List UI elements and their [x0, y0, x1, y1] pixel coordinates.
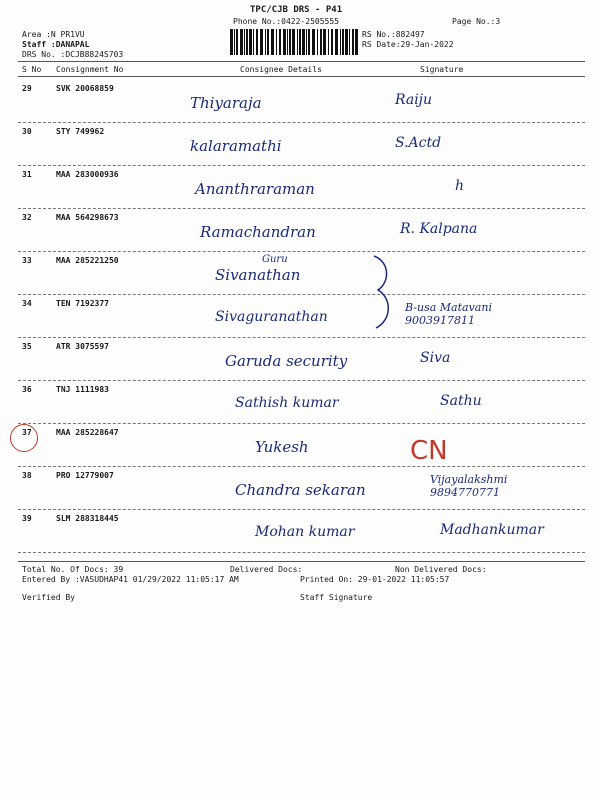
row-signature: Raiju — [395, 92, 433, 108]
row-consignee-name: Garuda security — [225, 352, 348, 370]
col-consignee-details: Consignee Details — [240, 65, 322, 74]
barcode-bar — [312, 29, 315, 55]
row-consignment-no: TEN 7192377 — [56, 299, 109, 308]
row-separator — [18, 122, 585, 123]
row-separator — [18, 337, 585, 338]
row-signature: Siva — [420, 350, 451, 366]
barcode-bar — [234, 29, 235, 55]
row-consignee-name: Ramachandran — [200, 223, 316, 241]
non-delivered-docs: Non Delivered Docs: — [395, 565, 487, 574]
delivered-docs: Delivered Docs: — [230, 565, 303, 574]
row-consignee-name: Sivanathan — [215, 266, 301, 284]
row-sno: 35 — [22, 342, 32, 351]
header-rule-bottom — [18, 76, 585, 77]
row-consignee-name: kalaramathi — [190, 137, 282, 155]
row-sno: 36 — [22, 385, 32, 394]
barcode-bar — [230, 29, 233, 55]
barcode-bar — [355, 29, 358, 55]
row-consignee-name: Mohan kumar — [255, 524, 355, 540]
total-docs: Total No. Of Docs: 39 — [22, 565, 124, 574]
barcode-bar — [240, 29, 243, 55]
barcode-bar — [323, 29, 326, 55]
row-37-circle-mark — [10, 424, 38, 452]
printed-on: Printed On: 29-01-2022 11:05:57 — [300, 575, 450, 584]
rs-number: RS No.:882497 — [362, 30, 425, 39]
row-signature: R. Kalpana — [400, 221, 478, 237]
barcode-bar — [289, 29, 291, 55]
drs-number: DRS No. :DCJB8824S703 — [22, 50, 124, 59]
barcode-bar — [299, 29, 301, 55]
barcode-bar — [236, 29, 238, 55]
barcode-bar — [340, 29, 341, 55]
row-consignment-no: SVK 20068859 — [56, 84, 114, 93]
row-consignment-no: MAA 283000936 — [56, 170, 119, 179]
barcode-bar — [283, 29, 286, 55]
row-separator — [18, 208, 585, 209]
barcode-graphic — [228, 27, 358, 57]
row-sno: 30 — [22, 127, 32, 136]
row-signature: Madhankumar — [440, 522, 544, 538]
barcode-bar — [308, 29, 310, 55]
page-number: Page No.:3 — [452, 17, 501, 26]
footer-rule — [18, 561, 585, 562]
row-sno: 34 — [22, 299, 32, 308]
row-sno: 38 — [22, 471, 32, 480]
staff-label: Staff :DANAPAL — [22, 40, 90, 49]
row-separator — [18, 380, 585, 381]
row-consignment-no: STY 749962 — [56, 127, 105, 136]
barcode-bar — [292, 29, 295, 55]
row-signature: h — [455, 178, 465, 194]
barcode-bar — [267, 29, 269, 55]
row-consignment-no: ATR 3075597 — [56, 342, 109, 351]
row-consignee-name: Sathish kumar — [235, 395, 339, 411]
document-title: TPC/CJB DRS - P41 — [250, 5, 343, 15]
row-separator — [18, 423, 585, 424]
row-sno: 32 — [22, 213, 32, 222]
row-consignee-name: Chandra sekaran — [235, 481, 366, 499]
col-consignment: Consignment No — [56, 65, 124, 74]
rs-date: RS Date:29-Jan-2022 — [362, 40, 454, 49]
barcode-bar — [306, 29, 307, 55]
row-sno: 31 — [22, 170, 32, 179]
row-separator — [18, 251, 585, 252]
row-signature: B-usa Matavani 9003917811 — [405, 301, 492, 327]
barcode-bar — [279, 29, 281, 55]
verified-by: Verified By — [22, 593, 75, 602]
barcode-bar — [302, 29, 305, 55]
row-separator — [18, 552, 585, 553]
barcode-bar — [260, 29, 263, 55]
row-signature: S.Actd — [395, 135, 442, 151]
row-signature: CN — [410, 436, 448, 466]
row-sno: 33 — [22, 256, 32, 265]
barcode-bar — [335, 29, 338, 55]
barcode-bar — [342, 29, 344, 55]
barcode-bar — [345, 29, 348, 55]
row-separator — [18, 509, 585, 510]
row-consignee-name: Yukesh — [255, 438, 309, 456]
barcode-bar — [317, 29, 318, 55]
row-sno: 37 — [22, 428, 32, 437]
staff-signature: Staff Signature — [300, 593, 373, 602]
guru-annotation: Guru — [262, 254, 288, 265]
barcode-bar — [297, 29, 298, 55]
barcode-bar — [331, 29, 333, 55]
barcode-bar — [352, 29, 354, 55]
barcode-bar — [265, 29, 266, 55]
barcode-bar — [246, 29, 248, 55]
barcode-bar — [287, 29, 288, 55]
row-signature: Sathu — [440, 393, 482, 409]
row-signature: Vijayalakshmi 9894770771 — [430, 473, 508, 499]
barcode-bar — [253, 29, 254, 55]
row-sno: 29 — [22, 84, 32, 93]
phone-number: Phone No.:0422-2505555 — [233, 17, 339, 26]
row-sno: 39 — [22, 514, 32, 523]
barcode-bar — [256, 29, 258, 55]
entered-by: Entered By :VASUDHAP41 01/29/2022 11:05:17 AM — [22, 575, 239, 584]
row-consignee-name: Thiyaraja — [190, 94, 262, 112]
area-label: Area :N PR1VU — [22, 30, 85, 39]
row-consignment-no: TNJ 1111983 — [56, 385, 109, 394]
barcode-bar — [271, 29, 274, 55]
barcode-bar — [249, 29, 252, 55]
header-rule-top — [18, 61, 585, 62]
barcode-bar — [320, 29, 322, 55]
barcode-bar — [349, 29, 350, 55]
row-consignment-no: MAA 285221250 — [56, 256, 119, 265]
row-separator — [18, 165, 585, 166]
row-separator — [18, 466, 585, 467]
bracket-mark — [370, 252, 400, 332]
barcode-bar — [328, 29, 329, 55]
row-consignment-no: MAA 564298673 — [56, 213, 119, 222]
col-sno: S No — [22, 65, 42, 74]
row-consignment-no: PRO 12779007 — [56, 471, 114, 480]
row-consignment-no: SLM 288318445 — [56, 514, 119, 523]
barcode-bar — [276, 29, 277, 55]
row-consignee-name: Sivaguranathan — [215, 309, 328, 325]
barcode-bar — [244, 29, 245, 55]
row-consignee-name: Ananthraraman — [195, 180, 315, 198]
col-signature: Signature — [420, 65, 464, 74]
row-separator — [18, 294, 585, 295]
row-consignment-no: MAA 285228647 — [56, 428, 119, 437]
